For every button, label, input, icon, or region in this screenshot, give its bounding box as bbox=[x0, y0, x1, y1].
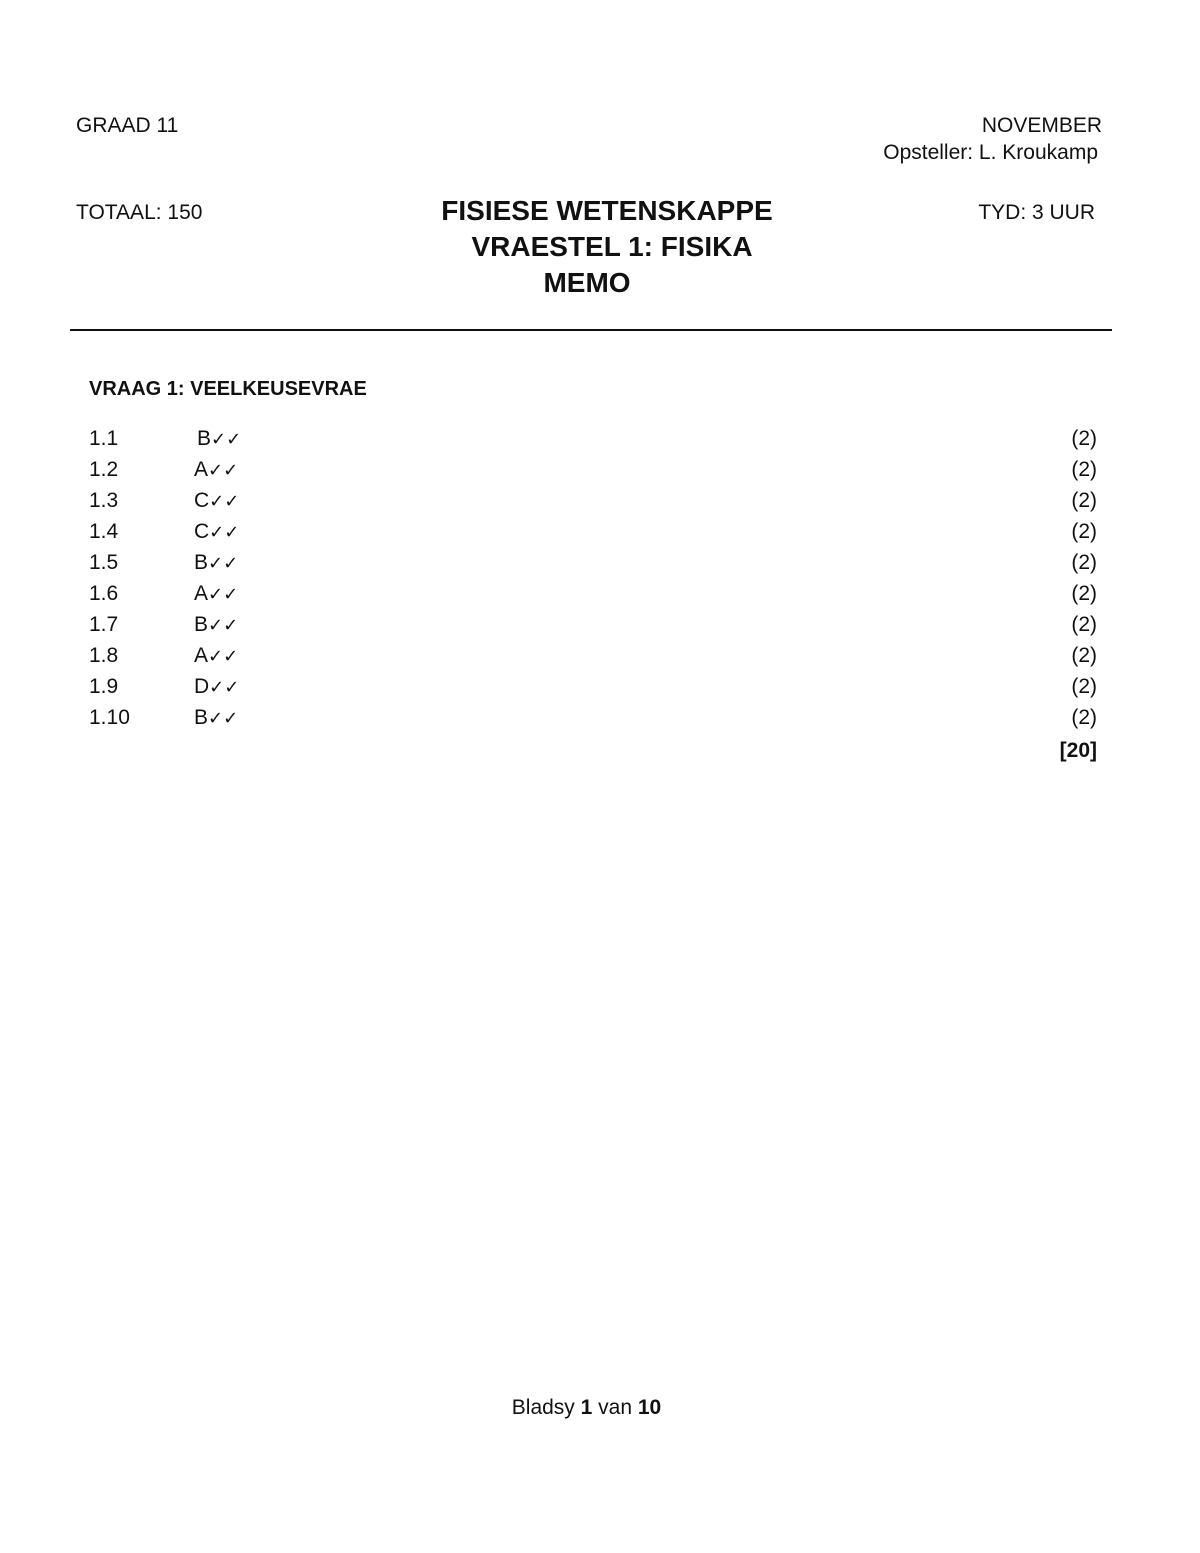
tick-marks: ✓✓ bbox=[208, 646, 239, 667]
answer-cell bbox=[194, 644, 238, 668]
answer-row bbox=[89, 706, 1097, 737]
total-pages: 10 bbox=[637, 1396, 662, 1419]
document-title bbox=[300, 193, 900, 301]
answer-row bbox=[89, 675, 1097, 706]
answer-letter: B bbox=[194, 706, 209, 729]
answer-list bbox=[89, 427, 1097, 737]
answer-letter: C bbox=[194, 520, 210, 543]
answer-letter: D bbox=[194, 675, 210, 698]
tick-marks: ✓✓ bbox=[208, 460, 239, 481]
question-number: 1.3 bbox=[89, 489, 119, 512]
answer-letter: B bbox=[194, 613, 209, 636]
answer-row bbox=[89, 551, 1097, 582]
grade-label: GRAAD 11 bbox=[76, 114, 179, 137]
mark-allocation: (2) bbox=[1071, 582, 1097, 605]
tick-marks: ✓✓ bbox=[208, 553, 239, 574]
tick-marks: ✓✓ bbox=[208, 584, 239, 605]
answer-cell bbox=[194, 458, 238, 482]
mark-allocation: (2) bbox=[1071, 458, 1097, 481]
answer-letter: B bbox=[197, 427, 212, 450]
answer-letter: B bbox=[194, 551, 209, 574]
answer-cell bbox=[194, 613, 238, 637]
answer-row bbox=[89, 520, 1097, 551]
answer-cell bbox=[194, 675, 239, 699]
question-number: 1.6 bbox=[89, 582, 119, 605]
question-number: 1.2 bbox=[89, 458, 119, 481]
tick-marks: ✓✓ bbox=[208, 708, 239, 729]
answer-row bbox=[89, 427, 1097, 458]
tick-marks: ✓✓ bbox=[209, 522, 240, 543]
question-number: 1.5 bbox=[89, 551, 119, 574]
title-subject: FISIESE WETENSKAPPE bbox=[441, 195, 773, 226]
answer-row bbox=[89, 613, 1097, 644]
mark-allocation: (2) bbox=[1071, 613, 1097, 636]
tick-marks: ✓✓ bbox=[209, 491, 240, 512]
section-title: VRAAG 1: VEELKEUSEVRAE bbox=[89, 378, 367, 400]
answer-cell bbox=[194, 551, 238, 575]
page-of: van bbox=[598, 1396, 633, 1419]
mark-allocation: (2) bbox=[1071, 551, 1097, 574]
title-memo: MEMO bbox=[543, 267, 631, 298]
answer-cell bbox=[194, 489, 239, 513]
question-number: 1.8 bbox=[89, 644, 119, 667]
question-number: 1.4 bbox=[89, 520, 119, 543]
mark-allocation: (2) bbox=[1071, 489, 1097, 512]
answer-row bbox=[89, 458, 1097, 489]
answer-row bbox=[89, 644, 1097, 675]
title-paper: VRAESTEL 1: FISIKA bbox=[471, 231, 753, 262]
section-subtotal: [20] bbox=[1059, 739, 1097, 762]
mark-allocation: (2) bbox=[1071, 644, 1097, 667]
answer-letter: A bbox=[194, 582, 209, 605]
mark-allocation: (2) bbox=[1071, 520, 1097, 543]
total-marks-label: TOTAAL: 150 bbox=[76, 201, 203, 224]
question-number: 1.9 bbox=[89, 675, 119, 698]
answer-letter: C bbox=[194, 489, 210, 512]
mark-allocation: (2) bbox=[1071, 675, 1097, 698]
question-number: 1.1 bbox=[89, 427, 119, 450]
current-page: 1 bbox=[580, 1396, 593, 1419]
tick-marks: ✓✓ bbox=[211, 429, 242, 450]
month-label: NOVEMBER bbox=[981, 114, 1102, 137]
answer-letter: A bbox=[194, 458, 209, 481]
answer-row bbox=[89, 582, 1097, 613]
author-label: Opsteller: L. Kroukamp bbox=[883, 141, 1098, 164]
answer-cell bbox=[194, 520, 239, 544]
header-divider bbox=[70, 329, 1112, 331]
question-number: 1.7 bbox=[89, 613, 119, 636]
page-number bbox=[512, 1396, 661, 1419]
page-footer bbox=[0, 1396, 1200, 1420]
question-number: 1.10 bbox=[89, 706, 130, 729]
tick-marks: ✓✓ bbox=[209, 677, 240, 698]
mark-allocation: (2) bbox=[1071, 706, 1097, 729]
page-prefix: Bladsy bbox=[511, 1396, 575, 1419]
answer-cell bbox=[194, 582, 238, 606]
answer-cell bbox=[194, 706, 238, 730]
answer-cell bbox=[197, 427, 241, 451]
answer-letter: A bbox=[194, 644, 209, 667]
tick-marks: ✓✓ bbox=[208, 615, 239, 636]
time-label: TYD: 3 UUR bbox=[978, 201, 1095, 224]
answer-row bbox=[89, 489, 1097, 520]
mark-allocation: (2) bbox=[1071, 427, 1097, 450]
